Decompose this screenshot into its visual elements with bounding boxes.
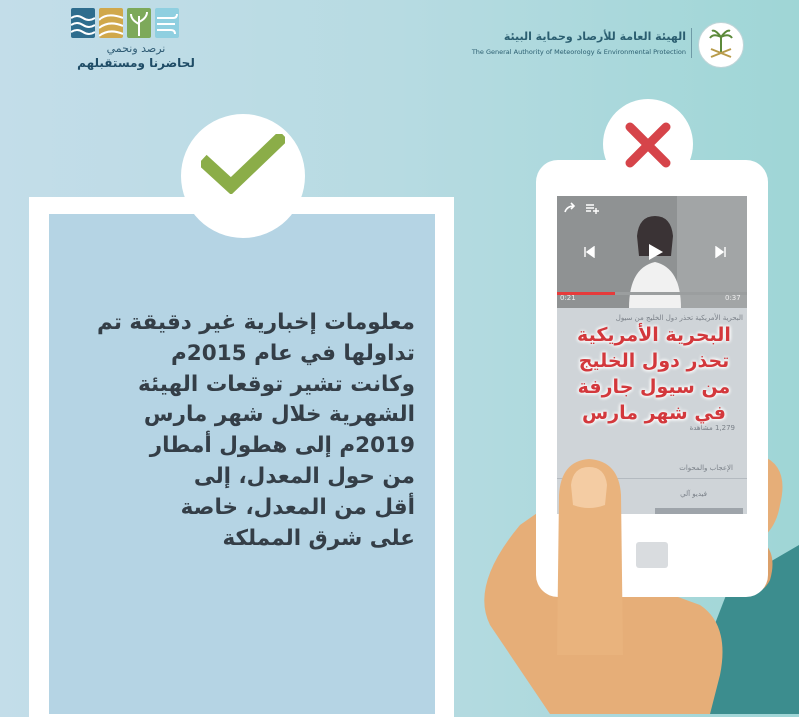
info-line: تداولها في عام 2015م xyxy=(171,340,415,366)
info-line: 2019م إلى هطول أمطار xyxy=(149,433,415,459)
time-total: 0:37 xyxy=(725,294,741,302)
authority-logo xyxy=(471,22,744,72)
thumbnail-faded xyxy=(655,508,743,514)
add-to-queue-icon[interactable] xyxy=(585,202,599,214)
plant-tile-icon xyxy=(127,8,151,38)
authority-name-ar: الهيئة العامة للأرصاد وحماية البيئة xyxy=(503,30,686,43)
list-item-faded: فيديو آلي xyxy=(680,490,707,498)
authority-name-en: The General Authority of Meteorology & Environmental Protection xyxy=(471,48,686,56)
headline-line: من سيول جارفة xyxy=(577,376,731,398)
video-title-faded: البحرية الأمريكية تحذر دول الخليج من سيول xyxy=(615,314,743,322)
headline-line: في شهر مارس xyxy=(582,402,726,424)
wind-tile-icon xyxy=(155,8,179,38)
sand-tile-icon xyxy=(99,8,123,38)
slogan-line1: نرصد ونحمي xyxy=(106,42,166,55)
checkmark-icon xyxy=(201,134,285,194)
info-line: معلومات إخبارية غير دقيقة تم xyxy=(96,310,415,335)
campaign-logo xyxy=(66,8,206,74)
finger-illustration xyxy=(553,455,633,655)
video-player[interactable] xyxy=(557,196,747,308)
play-icon[interactable] xyxy=(645,242,665,262)
headline-line: البحرية الأمريكية xyxy=(577,324,731,346)
info-line: أقل من المعدل، خاصة xyxy=(180,494,415,520)
correct-info-text xyxy=(60,308,415,554)
phone-home-button[interactable] xyxy=(636,542,668,568)
info-line: من حول المعدل، إلى xyxy=(193,463,415,489)
previous-icon[interactable] xyxy=(583,246,595,258)
video-views-faded: 1,279 مشاهدة xyxy=(689,424,735,432)
time-elapsed: 0:21 xyxy=(560,294,576,302)
water-tile-icon xyxy=(71,8,95,38)
headline-line: تحذر دول الخليج xyxy=(578,350,730,372)
next-icon[interactable] xyxy=(715,246,727,258)
info-line: الشهرية خلال شهر مارس xyxy=(143,402,415,428)
slogan-line2: لحاضرنا ومستقبلهم xyxy=(77,56,195,70)
share-icon[interactable] xyxy=(563,202,577,214)
info-line: وكانت تشير توقعات الهيئة xyxy=(137,371,415,397)
tab-faded: الإعجاب والمحوات xyxy=(679,464,733,472)
false-headline xyxy=(570,322,738,426)
cross-icon xyxy=(622,119,674,171)
logo-separator xyxy=(691,28,692,58)
info-line: على شرق المملكة xyxy=(222,525,415,551)
palm-swords-icon xyxy=(698,22,744,68)
